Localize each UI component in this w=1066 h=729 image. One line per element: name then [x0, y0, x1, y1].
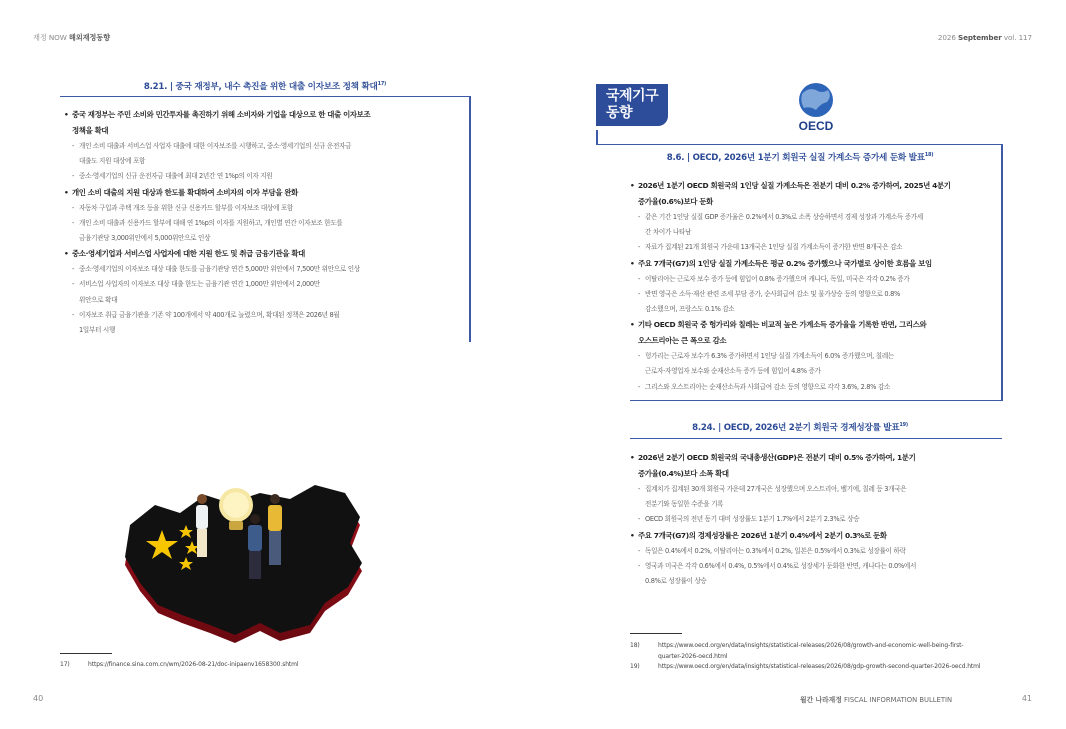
sub-item: - 자료가 집계된 21개 회원국 가운데 13개국은 1인당 실질 가계소득이 증가한 반면 8개국은 감소 [630, 240, 1002, 255]
left-footnote-rule [60, 653, 112, 654]
china-map-illustration [110, 455, 380, 655]
right-section-1-top-rule [596, 144, 1002, 145]
right-section-2-body [630, 450, 1002, 589]
right-section-1-bottom-rule [630, 400, 1002, 401]
sub-item-continuation: 0.8%로 성장률이 상승 [645, 577, 707, 586]
oecd-logo [792, 82, 840, 132]
sub-item-continuation: 금융기관당 3,000위안에서 5,000위안으로 인상 [79, 234, 211, 243]
bullet-item: • 개인 소비 대출의 지원 대상과 한도를 확대하여 소비자의 이자 부담을 완화 [64, 185, 464, 201]
bullet-item-continuation: 증가율(0.4%)보다 소폭 확대 [638, 469, 729, 478]
bullet-item: • 2026년 2분기 OECD 회원국의 국내총생산(GDP)은 전분기 대비 0.5% 증가하여, 1분기 [630, 450, 1002, 466]
sub-item: - 반면 영국은 소득·재산 관련 조세 부담 증가, 순사회급여 감소 및 물가상승 등의 영향으로 0.8% [630, 287, 1002, 302]
sub-item: - 영국과 미국은 각각 0.6%에서 0.4%, 0.5%에서 0.4%로 성장세가 둔화한 반면, 캐나다는 0.0%에서 [630, 559, 1002, 574]
sub-item: - 이자보조 취급 금융기관을 기존 약 100개에서 약 400개로 늘렸으며, 확대된 정책은 2026년 8월 [64, 308, 464, 323]
right-footnote-rule [630, 633, 682, 634]
bullet-item-continuation: 정책을 확대 [72, 126, 109, 135]
sub-item: - 개인 소비 대출과 서비스업 사업자 대출에 대한 이자보조를 시행하고, 중소·영세기업의 신규 운전자금 [64, 139, 464, 154]
left-section-top-rule [60, 96, 471, 97]
sub-item: - 개인 소비 대출과 신용카드 할부에 대해 연 1%p의 이자를 지원하고, 개인별 연간 이자보조 한도를 [64, 216, 464, 231]
sub-item: - 헝가리는 근로자 보수가 6.3% 증가하면서 1인당 실질 가계소득이 6.0% 증가했으며, 칠레는 [630, 349, 1002, 364]
right-section-2-top-rule [630, 438, 1002, 439]
footnote-url: https://www.oecd.org/en/data/insights/statistical-releases/2026/08/gdp-growth-second-quarter-2026-oecd.html [658, 663, 981, 670]
sub-item: - 중소·영세기업의 신규 운전자금 대출에 최대 2년간 연 1%p의 이자 지원 [64, 169, 464, 184]
bullet-item: • 2026년 1분기 OECD 회원국의 1인당 실질 가계소득은 전분기 대비 0.2% 증가하여, 2025년 4분기 [630, 178, 1002, 194]
sub-item: - 자동차 구입과 주택 개조 등을 위한 신규 신용카드 할부를 이자보조 대상에 포함 [64, 201, 464, 216]
footnote-url: quarter-2026-oecd.html [658, 652, 728, 660]
footnote-line [630, 652, 981, 663]
right-footnotes [630, 641, 981, 673]
footnote-line [630, 641, 981, 652]
left-section-side-rule [469, 96, 471, 342]
bullet-item: • 중소·영세기업과 서비스업 사업자에 대한 지원 한도 및 취급 금융기관을 확대 [64, 246, 464, 262]
page-number-right: 41 [1021, 694, 1032, 703]
running-header-right: 2026 September vol. 117 [937, 33, 1032, 42]
bullet-item: • 주요 7개국(G7)의 1인당 실질 가계소득은 평균 0.2% 증가했으나 국가별로 상이한 흐름을 보임 [630, 256, 1002, 272]
right-section-side-rule [1001, 144, 1003, 401]
right-section-2-title: 8.24. | OECD, 2026년 2분기 회원국 경제성장률 발표$^{19)}$ [692, 422, 908, 433]
right-section-1-title: 8.6. | OECD, 2026년 1분기 회원국 실질 가계소득 증가세 둔화 발표$^{18)}$ [666, 152, 934, 163]
sub-item-continuation: 위안으로 확대 [79, 295, 118, 304]
footnote-line [630, 662, 981, 673]
running-header-left: 재정 NOW 해외재정동향 [33, 33, 110, 42]
sub-item: - 중소·영세기업의 이자보조 대상 대출 한도를 금융기관당 연간 5,000만 위안에서 7,500만 위안으로 인상 [64, 262, 464, 277]
sub-item: - 집계치가 집계된 30개 회원국 가운데 27개국은 성장했으며 오스트리아, 벨기에, 칠레 등 3개국은 [630, 482, 1002, 497]
sub-item: - 서비스업 사업자의 이자보조 대상 대출 한도는 금융기관 연간 1,000만 위안에서 2,000만 [64, 277, 464, 292]
sub-item: - 이탈리아는 근로자 보수 증가 등에 힘입어 0.8% 증가했으며 캐나다, 독일, 미국은 각각 0.2% 증가 [630, 272, 1002, 287]
footnote-number: 18) [630, 642, 640, 649]
section-badge: 국제기구 동향 [596, 84, 668, 126]
right-section-side-rule-top [596, 130, 598, 144]
sub-item-continuation: 근로자·자영업자 보수와 순재산소득 증가 등에 힘입어 4.8% 증가 [645, 367, 821, 376]
footer-publication: 월간 나라재정 FISCAL INFORMATION BULLETIN [800, 696, 953, 704]
sub-item-continuation: 간 차이가 나타남 [645, 228, 692, 237]
sub-item-continuation: 대출도 지원 대상에 포함 [79, 157, 146, 166]
sub-item: - 같은 기간 1인당 실질 GDP 증가율은 0.2%에서 0.3%로 소폭 상승하면서 경제 성장과 가계소득 증가세 [630, 210, 1002, 225]
sub-item: - OECD 회원국의 전년 동기 대비 성장률도 1분기 1.7%에서 2분기 2.3%로 상승 [630, 512, 1002, 527]
sub-item-continuation: 1일부터 시행 [79, 326, 116, 335]
left-section-title: 8.21. | 중국 재정부, 내수 촉진을 위한 대출 이자보조 정책 확대$^{17)}$ [143, 81, 387, 92]
bullet-item-continuation: 오스트리아는 큰 폭으로 감소 [638, 336, 727, 346]
bullet-item-continuation: 증가율(0.6%)보다 둔화 [638, 197, 713, 206]
footnote-url: https://www.oecd.org/en/data/insights/statistical-releases/2026/08/growth-and-economic-well-being-first- [658, 642, 964, 649]
sub-item-continuation: 감소했으며, 프랑스도 0.1% 감소 [645, 305, 735, 314]
left-footnote: 17) https://finance.sina.com.cn/wm/2026-08-21/doc-inipaenv1658300.shtml [60, 661, 299, 668]
bullet-item: • 중국 재정부는 주민 소비와 민간투자를 촉진하기 위해 소비자와 기업을 대상으로 한 대출 이자보조 [64, 107, 464, 123]
right-section-1-body [630, 178, 1002, 395]
bullet-item: • 기타 OECD 회원국 중 헝가리와 칠레는 비교적 높은 가계소득 증가율을 기록한 반면, 그리스와 [630, 317, 1002, 333]
sub-item: - 그리스와 오스트리아는 순재산소득과 사회급여 감소 등의 영향으로 각각 3.6%, 2.8% 감소 [630, 380, 1002, 395]
svg-text:OECD: OECD [798, 119, 834, 132]
footnote-number: 19) [630, 663, 640, 670]
sub-item-continuation: 전분기와 동일한 수준을 기록 [645, 500, 724, 509]
left-section-body [64, 107, 464, 338]
page-number-left: 40 [33, 694, 44, 703]
bullet-item: • 주요 7개국(G7)의 경제성장률은 2026년 1분기 0.4%에서 2분기 0.3%로 둔화 [630, 528, 1002, 544]
sub-item: - 독일은 0.4%에서 0.2%, 이탈리아는 0.3%에서 0.2%, 일본은 0.5%에서 0.3%로 성장률이 하락 [630, 544, 1002, 559]
